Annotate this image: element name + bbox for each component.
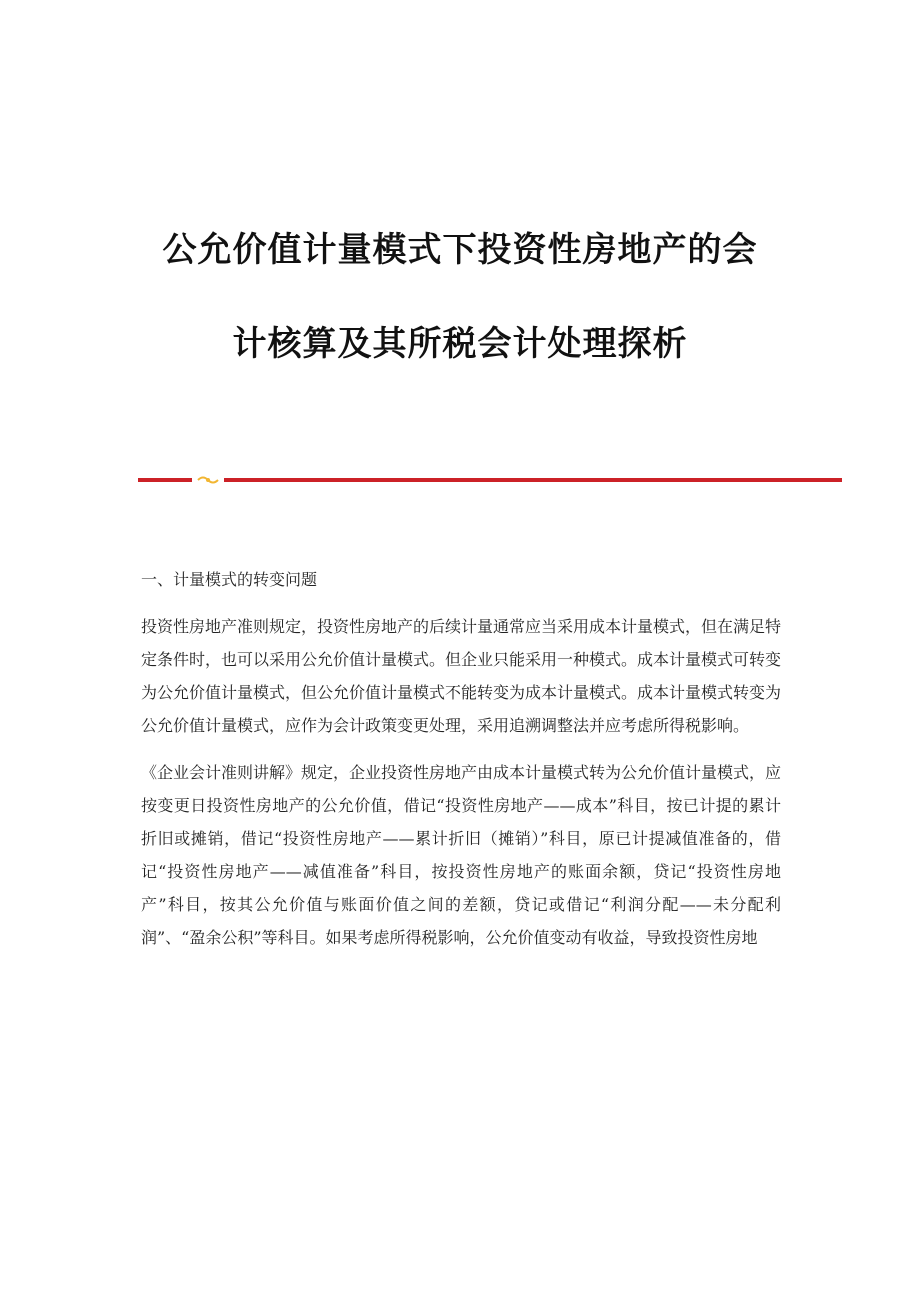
body-paragraph: 投资性房地产准则规定，投资性房地产的后续计量通常应当采用成本计量模式，但在满足特定条件时，也可以采用公允价值计量模式。但企业只能采用一种模式。成本计量模式可转变为公允价值计量模式，但公允价值计量模式不能转变为成本计量模式。成本计量模式转变为公允价值计量模式，应作为会计政策变更处理，采用追溯调整法并应考虑所得税影响。 <box>141 617 782 735</box>
section-heading: 一、计量模式的转变问题 <box>141 570 318 589</box>
title-divider-left <box>138 478 192 482</box>
title-divider-right <box>224 478 842 482</box>
document-title-line-1: 公允价值计量模式下投资性房地产的会 <box>162 230 758 270</box>
document-body <box>141 563 781 968</box>
divider-ornament-icon <box>197 475 219 485</box>
body-paragraph: 《企业会计准则讲解》规定，企业投资性房地产由成本计量模式转为公允价值计量模式，应按变更日投资性房地产的公允价值，借记“投资性房地产——成本”科目，按已计提的累计折旧或摊销，借记“投资性房地产——累计折旧（摊销）”科目，原已计提减值准备的，借记“投资性房地产——减值准备”科目，按投资性房地产的账面余额，贷记“投资性房地产”科目，按其公允价值与账面价值之间的差额，贷记或借记“利润分配——未分配利润”、“盈余公积”等科目。如果考虑所得税影响，公允价值变动有收益，导致投资性房地 <box>141 763 782 947</box>
document-title-line-2: 计核算及其所税会计处理探析 <box>232 324 688 364</box>
